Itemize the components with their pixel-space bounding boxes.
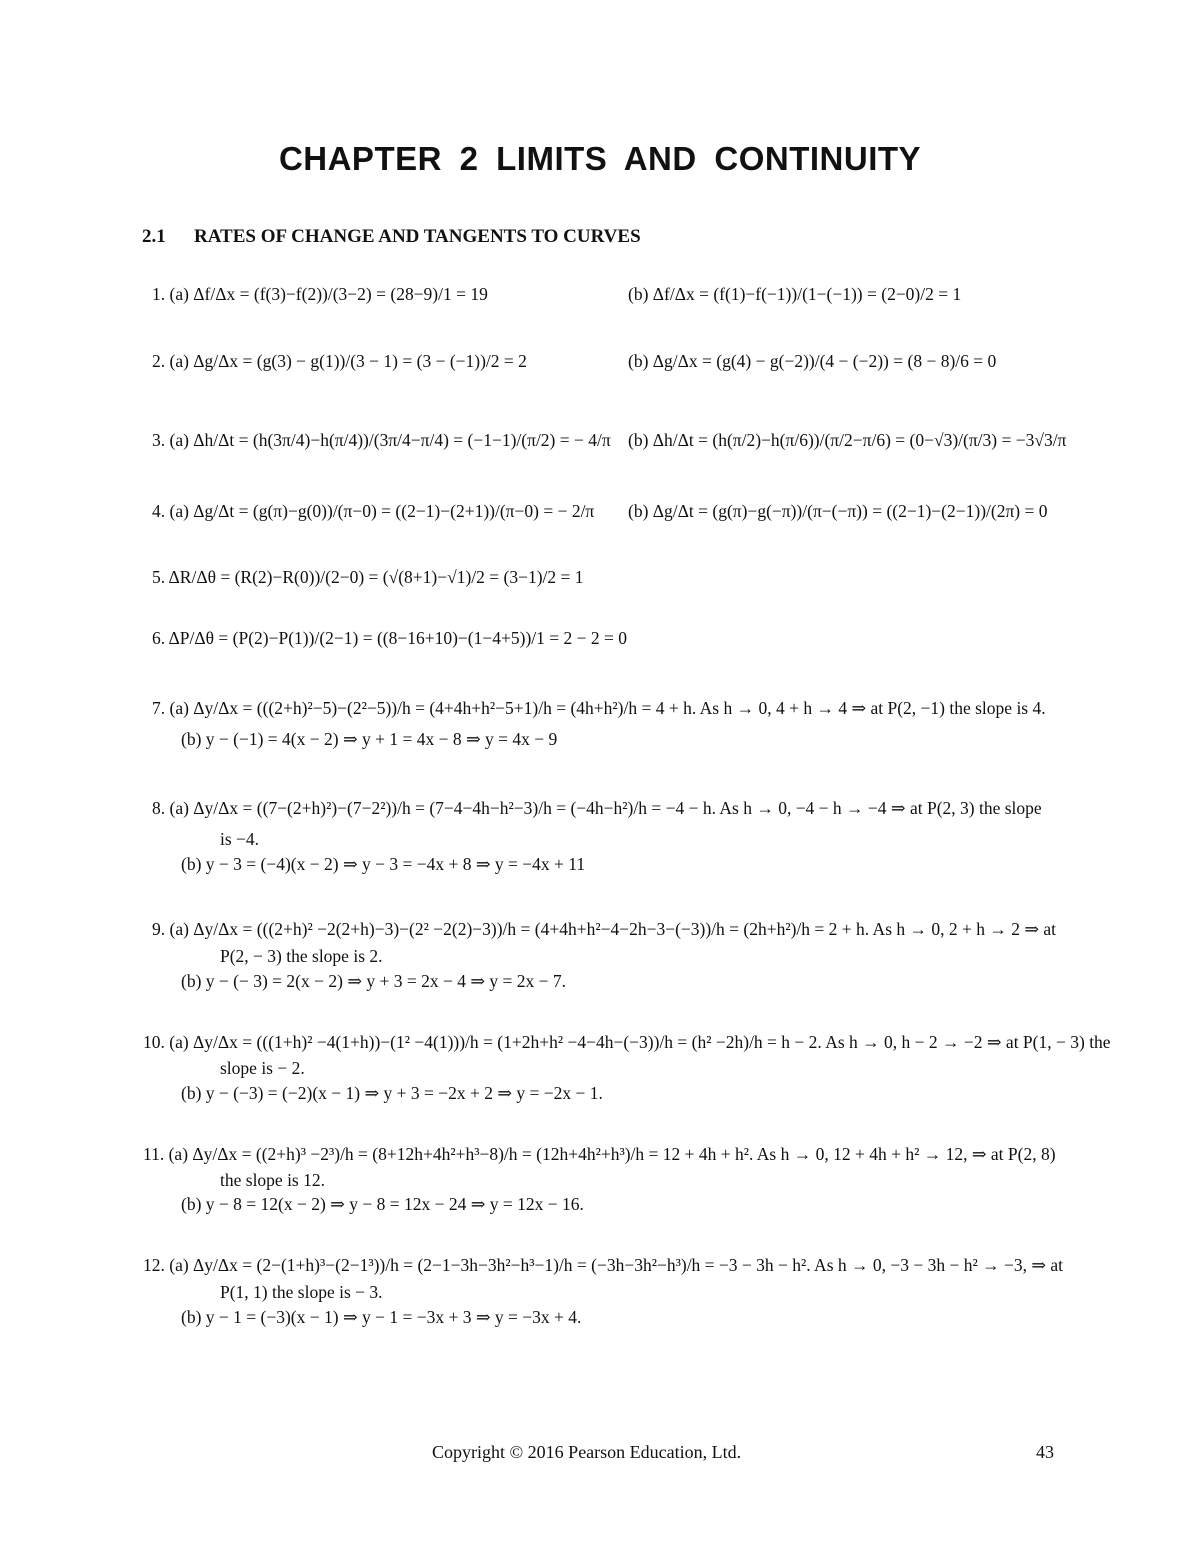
exercise-10 bbox=[143, 1034, 1111, 1052]
exercise-part-a: (a) Δg/Δt = (g(π)−g(0))/(π−0) = ((2−1)−(2+1))/(π−0) = − 2/π bbox=[169, 501, 595, 521]
exercise-10-part-a-cont: slope is − 2. bbox=[220, 1058, 305, 1078]
exercise-number: 2. bbox=[152, 351, 166, 371]
exercise-8-part-a-cont: is −4. bbox=[220, 829, 260, 849]
exercise-1 bbox=[152, 286, 488, 304]
exercise-9 bbox=[152, 921, 1056, 939]
exercise-number: 6. bbox=[152, 628, 166, 648]
exercise-2-part-b: (b) Δg/Δx = (g(4) − g(−2))/(4 − (−2)) = (8 − 8)/6 = 0 bbox=[628, 351, 997, 371]
section-title: RATES OF CHANGE AND TANGENTS TO CURVES bbox=[194, 226, 641, 247]
exercise-number: 10. bbox=[143, 1032, 165, 1052]
section-heading bbox=[142, 226, 641, 248]
exercise-number: 12. bbox=[143, 1255, 165, 1275]
exercise-9-part-b: (b) y − (− 3) = 2(x − 2) ⇒ y + 3 = 2x − 4 ⇒ y = 2x − 7. bbox=[181, 971, 566, 991]
exercise-body: ΔP/Δθ = (P(2)−P(1))/(2−1) = ((8−16+10)−(1−4+5))/1 = 2 − 2 = 0 bbox=[168, 628, 627, 648]
exercise-6 bbox=[152, 630, 627, 648]
exercise-12 bbox=[143, 1257, 1063, 1275]
exercise-number: 8. bbox=[152, 798, 166, 818]
exercise-7-part-b: (b) y − (−1) = 4(x − 2) ⇒ y + 1 = 4x − 8 ⇒ y = 4x − 9 bbox=[181, 729, 558, 749]
exercise-11-part-a-cont: the slope is 12. bbox=[220, 1170, 325, 1190]
exercise-10-part-b: (b) y − (−3) = (−2)(x − 1) ⇒ y + 3 = −2x + 2 ⇒ y = −2x − 1. bbox=[181, 1083, 603, 1103]
exercise-8 bbox=[152, 800, 1042, 818]
exercise-2 bbox=[152, 353, 527, 371]
chapter-title: CHAPTER 2 LIMITS AND CONTINUITY bbox=[278, 140, 922, 177]
exercise-part-a: (a) Δh/Δt = (h(3π/4)−h(π/4))/(3π/4−π/4) = (−1−1)/(π/2) = − 4/π bbox=[169, 430, 611, 450]
exercise-7 bbox=[152, 700, 1046, 718]
exercise-3 bbox=[152, 432, 611, 450]
exercise-part-a: (a) Δy/Δx = (((2+h)² −2(2+h)−3)−(2² −2(2)−3))/h = (4+4h+h²−4−2h−3−(−3))/h = (2h+h²)/h = 2 + h. As h → 0, 2 + h → 2 ⇒ at bbox=[169, 919, 1057, 939]
exercise-number: 5. bbox=[152, 567, 166, 587]
exercise-number: 1. bbox=[152, 284, 166, 304]
exercise-12-part-b: (b) y − 1 = (−3)(x − 1) ⇒ y − 1 = −3x + 3 ⇒ y = −3x + 4. bbox=[181, 1307, 582, 1327]
exercise-part-a: (a) Δg/Δx = (g(3) − g(1))/(3 − 1) = (3 − (−1))/2 = 2 bbox=[169, 351, 527, 371]
page-number: 43 bbox=[1036, 1442, 1054, 1462]
exercise-number: 9. bbox=[152, 919, 166, 939]
exercise-4 bbox=[152, 503, 594, 521]
exercise-11-part-b: (b) y − 8 = 12(x − 2) ⇒ y − 8 = 12x − 24 ⇒ y = 12x − 16. bbox=[181, 1194, 584, 1214]
exercise-part-a: (a) Δf/Δx = (f(3)−f(2))/(3−2) = (28−9)/1 = 19 bbox=[169, 284, 488, 304]
exercise-part-a: (a) Δy/Δx = ((2+h)³ −2³)/h = (8+12h+4h²+h³−8)/h = (12h+4h²+h³)/h = 12 + 4h + h². As h → 0, 12 + 4h + h² → 12, ⇒ at P(2, 8) bbox=[168, 1144, 1056, 1164]
exercise-part-a: (a) Δy/Δx = (2−(1+h)³−(2−1³))/h = (2−1−3h−3h²−h³−1)/h = (−3h−3h²−h³)/h = −3 − 3h − h². As h → 0, −3 − 3h − h² → −3, ⇒ at bbox=[169, 1255, 1064, 1275]
exercise-5 bbox=[152, 569, 584, 587]
exercise-9-part-a-cont: P(2, − 3) the slope is 2. bbox=[220, 946, 383, 966]
copyright-notice: Copyright © 2016 Pearson Education, Ltd. bbox=[432, 1442, 742, 1462]
exercise-part-a: (a) Δy/Δx = (((2+h)²−5)−(2²−5))/h = (4+4h+h²−5+1)/h = (4h+h²)/h = 4 + h. As h → 0, 4 + h → 4 ⇒ at P(2, −1) the slope is 4. bbox=[169, 698, 1046, 718]
exercise-number: 11. bbox=[143, 1144, 165, 1164]
exercise-number: 3. bbox=[152, 430, 166, 450]
exercise-part-a: (a) Δy/Δx = (((1+h)² −4(1+h))−(1² −4(1)))/h = (1+2h+h² −4−4h−(−3))/h = (h² −2h)/h = h − 2. As h → 0, h − 2 → −2 ⇒ at P(1, − 3) the bbox=[169, 1032, 1111, 1052]
section-number: 2.1 bbox=[142, 226, 166, 247]
exercise-12-part-a-cont: P(1, 1) the slope is − 3. bbox=[220, 1282, 383, 1302]
exercise-body: ΔR/Δθ = (R(2)−R(0))/(2−0) = (√(8+1)−√1)/2 = (3−1)/2 = 1 bbox=[168, 567, 584, 587]
exercise-4-part-b: (b) Δg/Δt = (g(π)−g(−π))/(π−(−π)) = ((2−1)−(2−1))/(2π) = 0 bbox=[628, 501, 1048, 521]
exercise-1-part-b: (b) Δf/Δx = (f(1)−f(−1))/(1−(−1)) = (2−0)/2 = 1 bbox=[628, 284, 962, 304]
exercise-3-part-b: (b) Δh/Δt = (h(π/2)−h(π/6))/(π/2−π/6) = (0−√3)/(π/3) = −3√3/π bbox=[628, 430, 1067, 450]
exercise-11 bbox=[143, 1146, 1056, 1164]
exercise-8-part-b: (b) y − 3 = (−4)(x − 2) ⇒ y − 3 = −4x + 8 ⇒ y = −4x + 11 bbox=[181, 854, 586, 874]
exercise-part-a: (a) Δy/Δx = ((7−(2+h)²)−(7−2²))/h = (7−4−4h−h²−3)/h = (−4h−h²)/h = −4 − h. As h → 0, −4 − h → −4 ⇒ at P(2, 3) the slope bbox=[169, 798, 1042, 818]
exercise-number: 4. bbox=[152, 501, 166, 521]
exercise-number: 7. bbox=[152, 698, 166, 718]
